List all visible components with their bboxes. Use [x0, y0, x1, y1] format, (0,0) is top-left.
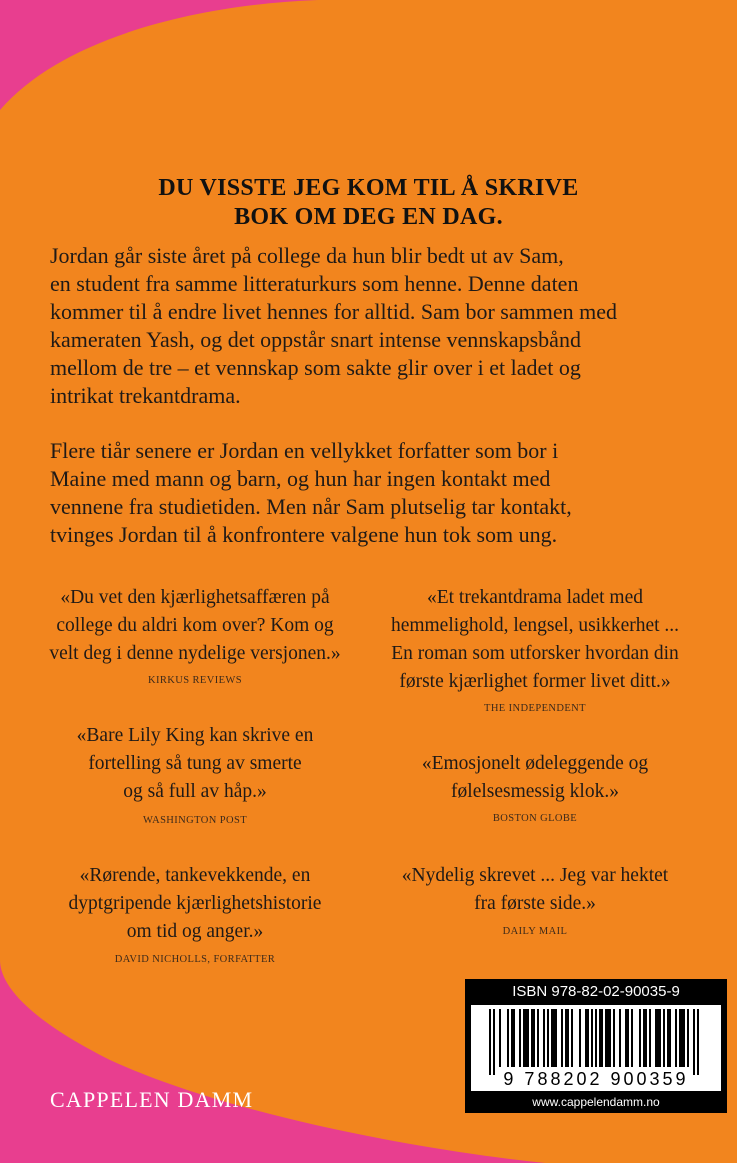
barcode-bar	[579, 1009, 581, 1067]
publisher-logo: CAPPELEN DAMM	[50, 1087, 254, 1112]
review-quote-kirkus: «Du vet den kjærlighetsaffæren på college du aldri kom over? Kom og velt deg i denne nydelige versjonen.»	[49, 587, 341, 664]
barcode-bar	[499, 1009, 501, 1067]
barcode-bar	[679, 1009, 685, 1067]
barcode-bar	[565, 1009, 569, 1067]
barcode-bar	[547, 1009, 549, 1067]
barcode-bar	[687, 1009, 689, 1067]
tagline-line-2: BOK OM DEG EN DAG.	[234, 204, 503, 230]
review-source: BOSTON GLOBE	[492, 813, 578, 824]
isbn-label: ISBN 978-82-02-90035-9	[512, 983, 680, 1000]
barcode-bar	[571, 1009, 573, 1067]
blurb-paragraph-1: Jordan går siste året på college da hun blir bedt ut av Sam, en student fra samme litteraturkurs som henne. Denne daten kommer til å endre livet hennes for alltid. Sam bor sammen med kameraten Yash, og det oppstår snart intense vennskapsbånd mellom de tre – et vennskap som sakte glir over i et ladet og intrikat trekantdrama.	[50, 243, 617, 408]
barcode-bar	[519, 1009, 521, 1067]
blurb-paragraph-2: Flere tiår senere er Jordan en vellykket forfatter som bor i Maine med mann og barn, og hun har ingen kontakt med vennene fra studietiden. Men når Sam plutselig tar kontakt, tvinges Jordan til å konfrontere valgene hun tok som ung.	[50, 438, 572, 547]
barcode-bar	[667, 1009, 671, 1067]
review-source: DAILY MAIL	[502, 926, 568, 937]
barcode-digits: 9 788202 900359	[503, 1069, 689, 1089]
barcode-bar	[551, 1009, 557, 1067]
barcode-bar	[643, 1009, 647, 1067]
review-source: KIRKUS REVIEWS	[148, 675, 242, 686]
barcode-bar	[613, 1009, 615, 1067]
review-quote-david-nicholls: «Rørende, tankevekkende, en dyptgripende kjærlighetshistorie om tid og anger.»	[68, 865, 322, 942]
barcode-bar	[663, 1009, 665, 1067]
barcode-bar	[543, 1009, 545, 1067]
barcode-bar	[531, 1009, 535, 1067]
barcode-bar	[585, 1009, 589, 1067]
barcode-bar	[697, 1009, 699, 1075]
barcode-bar	[655, 1009, 661, 1067]
barcode-bar	[605, 1009, 611, 1067]
barcode-bar	[595, 1009, 597, 1067]
barcode-bar	[507, 1009, 509, 1067]
review-quote-washington-post: «Bare Lily King kan skrive en fortelling så tung av smerte og så full av håp.»	[76, 725, 314, 802]
isbn-barcode-box	[465, 979, 727, 1113]
review-source: WASHINGTON POST	[142, 815, 248, 826]
review-source: THE INDEPENDENT	[484, 703, 586, 714]
barcode-bar	[693, 1009, 695, 1075]
review-source: DAVID NICHOLLS, FORFATTER	[114, 954, 276, 965]
barcode-bar	[599, 1009, 603, 1067]
barcode-bar	[591, 1009, 593, 1067]
review-quote-independent: «Et trekantdrama ladet med hemmelighold, lengsel, usikkerhet ... En roman som utforsker hvordan din første kjærlighet former livet ditt.»	[390, 587, 680, 692]
barcode-bar	[511, 1009, 515, 1067]
barcode-bar	[625, 1009, 629, 1067]
barcode-bar	[675, 1009, 677, 1067]
barcode-bar	[523, 1009, 529, 1067]
barcode-bar	[619, 1009, 621, 1067]
review-quote-boston-globe: «Emosjonelt ødeleggende og følelsesmessig klok.»	[421, 753, 649, 802]
barcode-bar	[639, 1009, 641, 1067]
barcode-bar	[649, 1009, 651, 1067]
barcode-bar	[631, 1009, 633, 1067]
barcode-bar	[489, 1009, 491, 1075]
barcode-bar	[561, 1009, 563, 1067]
barcode-bar	[493, 1009, 495, 1075]
review-quote-daily-mail: «Nydelig skrevet ... Jeg var hektet fra første side.»	[401, 865, 669, 914]
barcode-bar	[537, 1009, 539, 1067]
barcode-area	[471, 1005, 721, 1091]
publisher-website: www.cappelendamm.no	[532, 1095, 660, 1109]
tagline-line-1: DU VISSTE JEG KOM TIL Å SKRIVE	[158, 175, 579, 201]
